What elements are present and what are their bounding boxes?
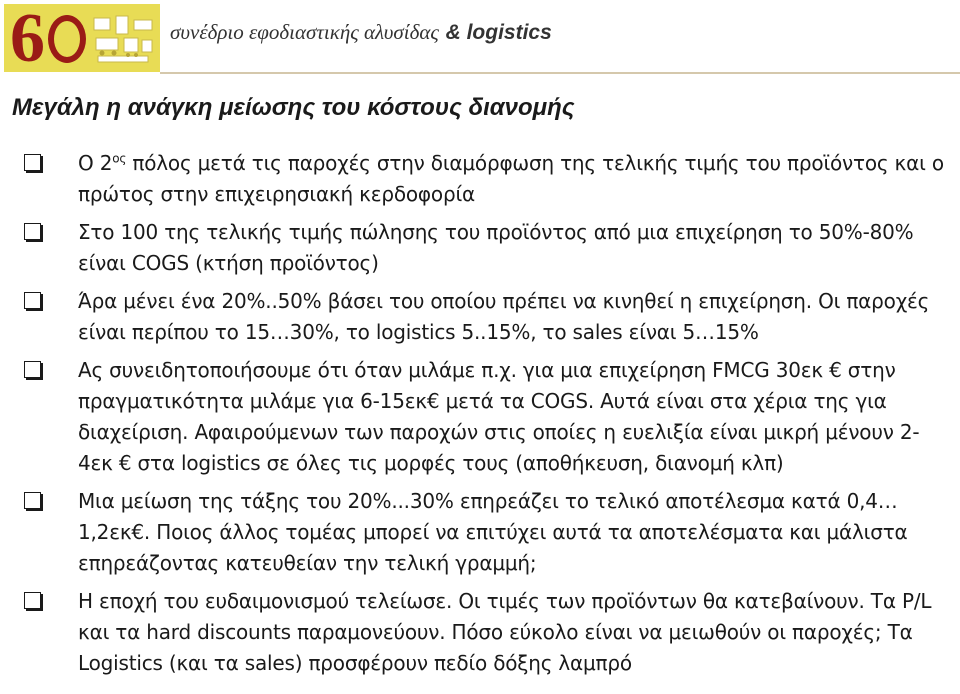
checkbox-bullet-icon [24, 292, 41, 309]
bullet-text: Στο 100 της τελικής τιμής πώλησης του προϊόντος από μια επιχείρηση το 50%-80% είναι COGS (κτήση προϊόντος) [78, 220, 914, 275]
conference-title [170, 18, 552, 47]
checkbox-bullet-icon [24, 154, 41, 171]
checkbox-bullet-icon [24, 492, 41, 509]
bullet-text: Ας συνειδητοποιήσουμε ότι όταν μιλάμε π.χ. για μια επιχείρηση FMCG 30εκ € στην πραγματικότητα μιλάμε για 6-15εκ€ μετά τα COGS. Αυτά είναι στα χέρια της για διαχείριση. Αφαιρούμενων των παροχών στις οποίες η ευελιξία είναι μικρή μένουν 2-4εκ € στα logistics σε όλες τις μορφές τους (αποθήκευση, διανομή κλπ) [78, 358, 920, 475]
checkbox-bullet-icon [24, 361, 41, 378]
conference-logo [4, 4, 160, 72]
bullet-item [24, 486, 954, 579]
logistics-icons-icon [92, 14, 156, 66]
bullet-item [24, 148, 954, 210]
bullet-text: Άρα μένει ένα 20%..50% βάσει του οποίου πρέπει να κινηθεί η επιχείρηση. Οι παροχές είναι περίπου το 15…30%, το logistics 5..15%, το sales είναι 5…15% [78, 289, 930, 344]
bullet-text: Η εποχή του ευδαιμονισμού τελείωσε. Οι τιμές των προϊόντων θα κατεβαίνουν. Τα P/L και τα hard discounts παραμονεύουν. Πόσο εύκολο είναι να μειωθούν οι παροχές; Τα Logistics (και τα sales) προσφέρουν πεδίο δόξης λαμπρό [78, 589, 932, 675]
bullet-text: Ο $2^{o\varsigma}$ πόλος μετά τις παροχές στην διαμόρφωση της τελικής τιμής του προϊόντος και ο πρώτος στην επιχειρησιακή κερδοφορία [78, 151, 944, 206]
bullet-text: Μια μείωση της τάξης του 20%...30% επηρεάζει το τελικό αποτέλεσμα κατά 0,4…1,2εκ€. Ποιος άλλος τομέας μπορεί να επιτύχει αυτά τα αποτελέσματα και μάλιστα επηρεάζοντας κατευθείαν την τελική γραμμή; [78, 489, 908, 575]
page-title: Μεγάλη η ανάγκη μείωσης του κόστους διανομής [12, 94, 575, 121]
bullet-item [24, 286, 954, 348]
conference-title-latin: & logistics [445, 21, 552, 44]
bullet-item [24, 217, 954, 279]
bullet-item [24, 586, 954, 679]
checkbox-bullet-icon [24, 223, 41, 240]
bullet-list [24, 148, 954, 686]
conference-title-greek: συνέδριο εφοδιαστικής αλυσίδας [170, 20, 439, 44]
ordinal-suffix: ος [112, 151, 127, 166]
bullet-item [24, 355, 954, 479]
checkbox-bullet-icon [24, 592, 41, 609]
logo-numeral: 6 [10, 4, 45, 72]
header-divider [160, 72, 960, 74]
logo-ring [48, 15, 86, 63]
